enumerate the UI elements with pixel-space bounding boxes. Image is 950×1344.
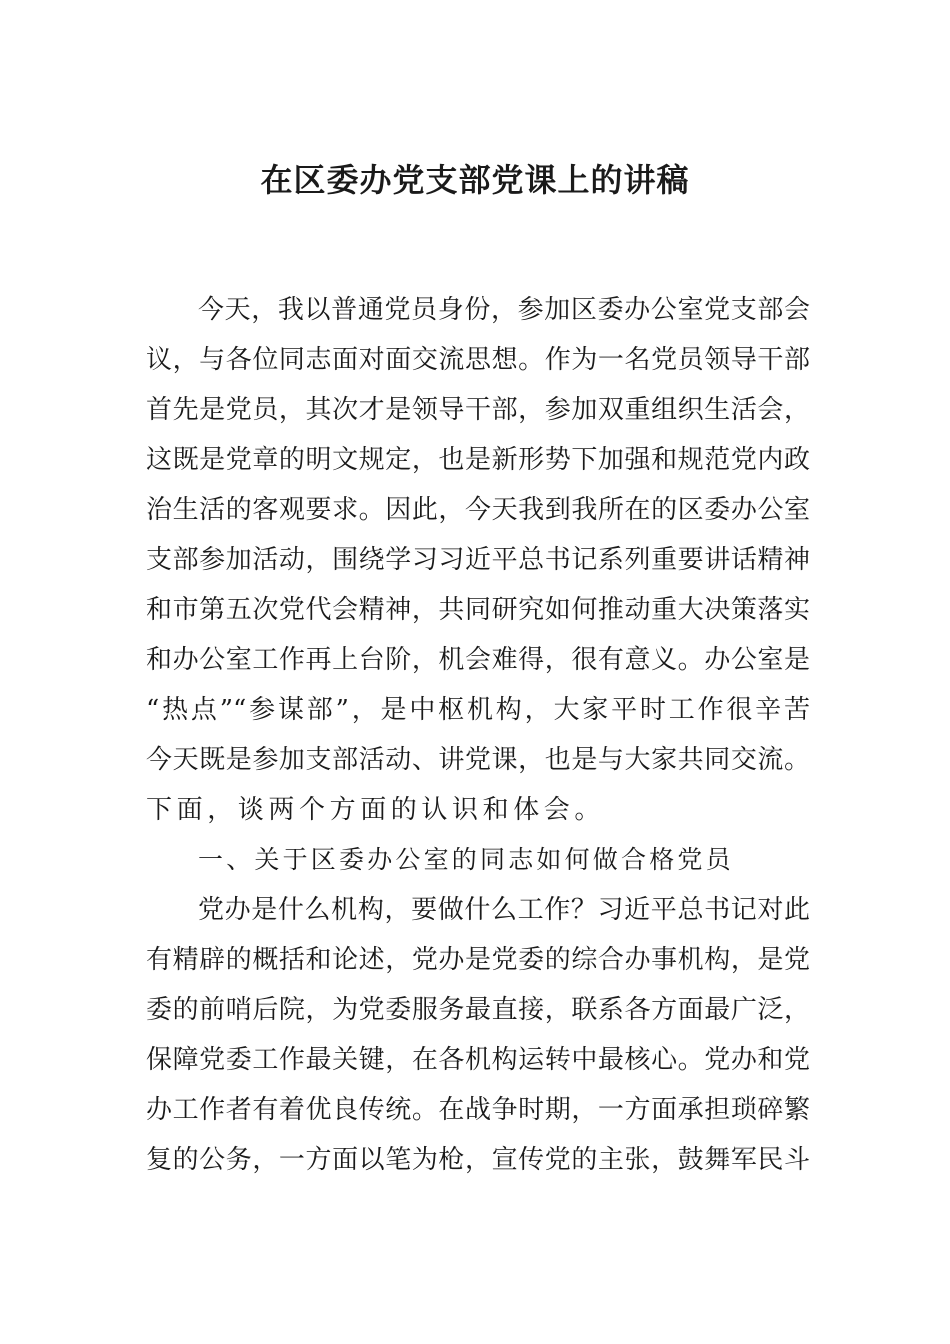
section-heading: 一、关于区委办公室的同志如何做合格党员	[198, 845, 734, 874]
text-line: 治生活的客观要求。因此，今天我到我所在的区委办公室	[146, 495, 810, 525]
text-line: 今天，我以普通党员身份，参加区委办公室党支部会	[198, 295, 810, 325]
text-line: 办工作者有着优良传统。在战争时期，一方面承担琐碎繁	[146, 1095, 810, 1125]
text-line: 议，与各位同志面对面交流思想。作为一名党员领导干部	[146, 345, 810, 375]
page-title: 在区委办党支部党课上的讲稿	[260, 161, 690, 199]
text-line: 下面，谈两个方面的认识和体会。	[146, 795, 606, 825]
text-line: 党办是什么机构，要做什么工作？习近平总书记对此	[198, 895, 810, 925]
text-line: 这既是党章的明文规定，也是新形势下加强和规范党内政	[146, 445, 810, 475]
text-line: 委的前哨后院，为党委服务最直接，联系各方面最广泛，	[146, 995, 810, 1025]
text-line: 有精辟的概括和论述，党办是党委的综合办事机构，是党	[146, 945, 810, 975]
text-line: 复的公务，一方面以笔为枪，宣传党的主张，鼓舞军民斗	[146, 1145, 810, 1175]
text-line: “热点”“参谋部”，是中枢机构，大家平时工作很辛苦	[146, 695, 810, 725]
text-line: 和市第五次党代会精神，共同研究如何推动重大决策落实	[146, 595, 810, 625]
text-line: 和办公室工作再上台阶，机会难得，很有意义。办公室是	[146, 645, 810, 675]
text-line: 今天既是参加支部活动、讲党课，也是与大家共同交流。	[146, 745, 810, 775]
text-line: 支部参加活动，围绕学习习近平总书记系列重要讲话精神	[146, 545, 810, 575]
text-line: 保障党委工作最关键，在各机构运转中最核心。党办和党	[146, 1045, 810, 1075]
text-line: 首先是党员，其次才是领导干部，参加双重组织生活会，	[146, 395, 810, 425]
